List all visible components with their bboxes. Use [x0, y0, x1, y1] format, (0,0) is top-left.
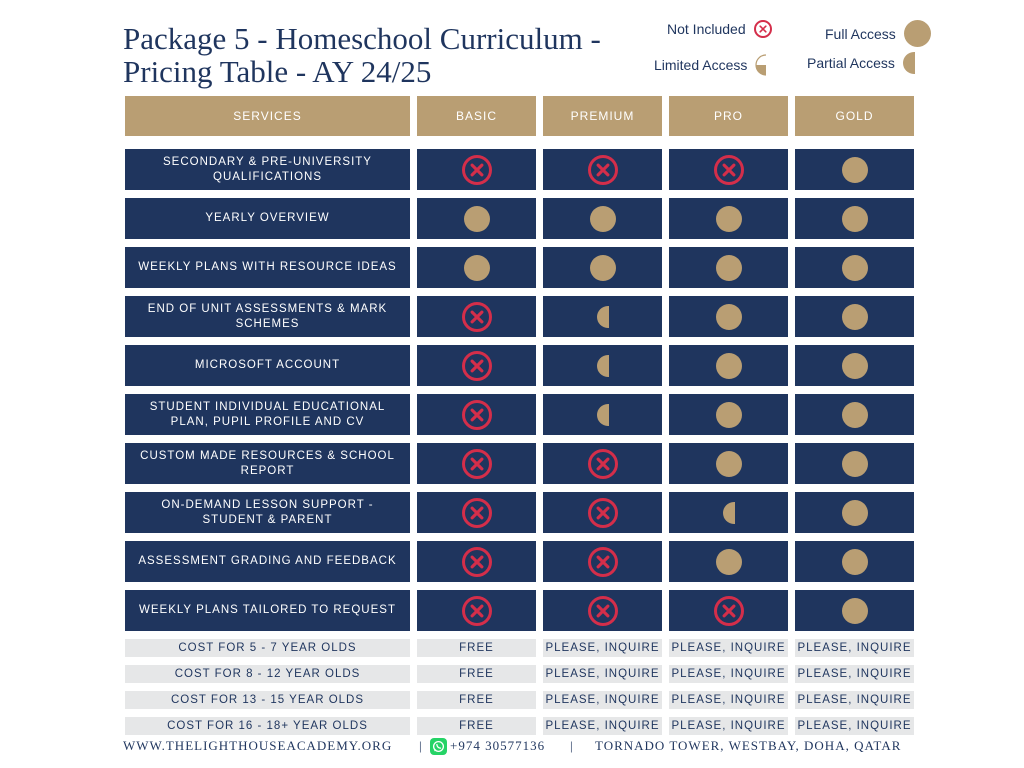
cost-value-gold: PLEASE, INQUIRE [795, 639, 914, 657]
cost-value-pro: PLEASE, INQUIRE [669, 691, 788, 709]
full-access-icon [716, 402, 742, 428]
partial-access-icon [597, 355, 609, 377]
cost-label: COST FOR 13 - 15 YEAR OLDS [125, 691, 410, 709]
not-included-icon [588, 449, 618, 479]
cost-value-basic: FREE [417, 691, 536, 709]
partial-access-icon [597, 404, 609, 426]
access-cell-basic [417, 492, 536, 533]
title-line-1: Package 5 - Homeschool Curriculum - [123, 21, 601, 56]
whatsapp-icon [430, 738, 447, 755]
access-cell-basic [417, 149, 536, 190]
full-access-icon [716, 451, 742, 477]
access-cell-pro [669, 149, 788, 190]
access-cell-gold [795, 590, 914, 631]
legend-partial-access [807, 52, 915, 74]
full-access-icon [842, 451, 868, 477]
access-cell-premium [543, 492, 662, 533]
access-cell-pro [669, 345, 788, 386]
full-access-icon [716, 353, 742, 379]
legend-not-included-label: Not Included [667, 21, 746, 37]
header-premium: PREMIUM [543, 96, 662, 136]
cost-value-gold: PLEASE, INQUIRE [795, 717, 914, 735]
service-label: END OF UNIT ASSESSMENTS & MARK SCHEMES [125, 296, 410, 337]
legend-partial-access-label: Partial Access [807, 55, 895, 71]
access-cell-premium [543, 296, 662, 337]
title-line-2: Pricing Table - AY 24/25 [123, 54, 432, 89]
full-access-icon [716, 255, 742, 281]
full-access-icon [842, 549, 868, 575]
cost-label: COST FOR 16 - 18+ YEAR OLDS [125, 717, 410, 735]
cost-value-premium: PLEASE, INQUIRE [543, 717, 662, 735]
not-included-icon [588, 498, 618, 528]
cost-value-premium: PLEASE, INQUIRE [543, 665, 662, 683]
full-access-icon [590, 255, 616, 281]
not-included-icon [462, 400, 492, 430]
full-access-icon [842, 598, 868, 624]
partial-access-icon [597, 306, 609, 328]
access-cell-premium [543, 247, 662, 288]
partial-access-icon [723, 502, 735, 524]
full-access-icon [716, 304, 742, 330]
full-access-icon [716, 206, 742, 232]
access-cell-pro [669, 541, 788, 582]
service-label: MICROSOFT ACCOUNT [125, 345, 410, 386]
cost-value-premium: PLEASE, INQUIRE [543, 691, 662, 709]
access-cell-basic [417, 590, 536, 631]
full-access-icon [716, 549, 742, 575]
not-included-icon [462, 302, 492, 332]
footer-address: TORNADO TOWER, WESTBAY, DOHA, QATAR [595, 738, 902, 753]
service-label: WEEKLY PLANS WITH RESOURCE IDEAS [125, 247, 410, 288]
access-cell-basic [417, 198, 536, 239]
pricing-table [125, 96, 914, 743]
not-included-icon [462, 547, 492, 577]
access-cell-gold [795, 443, 914, 484]
access-cell-gold [795, 149, 914, 190]
access-cell-premium [543, 149, 662, 190]
header-services: SERVICES [125, 96, 410, 136]
access-cell-premium [543, 443, 662, 484]
legend-full-access-label: Full Access [825, 25, 896, 42]
access-cell-gold [795, 247, 914, 288]
header-pro: PRO [669, 96, 788, 136]
access-cell-premium [543, 345, 662, 386]
legend-limited-access [654, 54, 769, 76]
header-gold: GOLD [795, 96, 914, 136]
full-access-icon [842, 206, 868, 232]
full-access-icon [842, 157, 868, 183]
header-basic: BASIC [417, 96, 536, 136]
not-included-icon [588, 547, 618, 577]
footer [123, 738, 913, 756]
not-included-icon [462, 596, 492, 626]
footer-separator-2: | [570, 738, 574, 753]
not-included-icon [588, 596, 618, 626]
full-access-icon [904, 20, 931, 47]
access-cell-basic [417, 247, 536, 288]
full-access-icon [842, 353, 868, 379]
access-cell-gold [795, 198, 914, 239]
cost-value-basic: FREE [417, 639, 536, 657]
cost-label: COST FOR 5 - 7 YEAR OLDS [125, 639, 410, 657]
not-included-icon [462, 351, 492, 381]
full-access-icon [842, 255, 868, 281]
full-access-icon [842, 500, 868, 526]
not-included-icon [588, 155, 618, 185]
partial-access-icon [903, 52, 915, 74]
cost-value-gold: PLEASE, INQUIRE [795, 665, 914, 683]
service-label: ASSESSMENT GRADING AND FEEDBACK [125, 541, 410, 582]
access-cell-pro [669, 247, 788, 288]
not-included-icon [714, 596, 744, 626]
full-access-icon [590, 206, 616, 232]
access-cell-basic [417, 296, 536, 337]
footer-website: WWW.THELIGHTHOUSEACADEMY.ORG [123, 738, 393, 753]
legend-full-access [825, 20, 931, 47]
access-cell-pro [669, 198, 788, 239]
service-label: CUSTOM MADE RESOURCES & SCHOOL REPORT [125, 443, 410, 484]
cost-value-basic: FREE [417, 665, 536, 683]
page-title [123, 22, 643, 88]
access-cell-gold [795, 345, 914, 386]
access-cell-premium [543, 394, 662, 435]
footer-phone: +974 30577136 [450, 738, 546, 753]
footer-separator-1: | [419, 738, 423, 753]
service-label: SECONDARY & PRE-UNIVERSITY QUALIFICATIONS [125, 149, 410, 190]
access-cell-premium [543, 198, 662, 239]
legend-limited-access-label: Limited Access [654, 57, 748, 73]
access-cell-premium [543, 590, 662, 631]
service-label: YEARLY OVERVIEW [125, 198, 410, 239]
access-cell-gold [795, 394, 914, 435]
cost-value-pro: PLEASE, INQUIRE [669, 665, 788, 683]
cost-value-basic: FREE [417, 717, 536, 735]
limited-access-icon [755, 54, 769, 76]
access-cell-pro [669, 296, 788, 337]
not-included-icon [754, 20, 772, 38]
access-cell-basic [417, 541, 536, 582]
cost-value-pro: PLEASE, INQUIRE [669, 717, 788, 735]
full-access-icon [842, 304, 868, 330]
not-included-icon [462, 155, 492, 185]
access-cell-pro [669, 394, 788, 435]
access-cell-basic [417, 345, 536, 386]
service-label: STUDENT INDIVIDUAL EDUCATIONAL PLAN, PUPIL PROFILE AND CV [125, 394, 410, 435]
access-cell-basic [417, 394, 536, 435]
access-cell-gold [795, 492, 914, 533]
cost-value-gold: PLEASE, INQUIRE [795, 691, 914, 709]
not-included-icon [462, 498, 492, 528]
access-cell-gold [795, 296, 914, 337]
cost-value-premium: PLEASE, INQUIRE [543, 639, 662, 657]
not-included-icon [462, 449, 492, 479]
access-cell-premium [543, 541, 662, 582]
cost-value-pro: PLEASE, INQUIRE [669, 639, 788, 657]
service-label: ON-DEMAND LESSON SUPPORT - STUDENT & PARENT [125, 492, 410, 533]
full-access-icon [464, 255, 490, 281]
access-cell-pro [669, 492, 788, 533]
not-included-icon [714, 155, 744, 185]
access-cell-basic [417, 443, 536, 484]
full-access-icon [464, 206, 490, 232]
service-label: WEEKLY PLANS TAILORED TO REQUEST [125, 590, 410, 631]
access-cell-pro [669, 590, 788, 631]
access-cell-pro [669, 443, 788, 484]
legend-not-included [667, 20, 772, 38]
cost-label: COST FOR 8 - 12 YEAR OLDS [125, 665, 410, 683]
access-cell-gold [795, 541, 914, 582]
full-access-icon [842, 402, 868, 428]
